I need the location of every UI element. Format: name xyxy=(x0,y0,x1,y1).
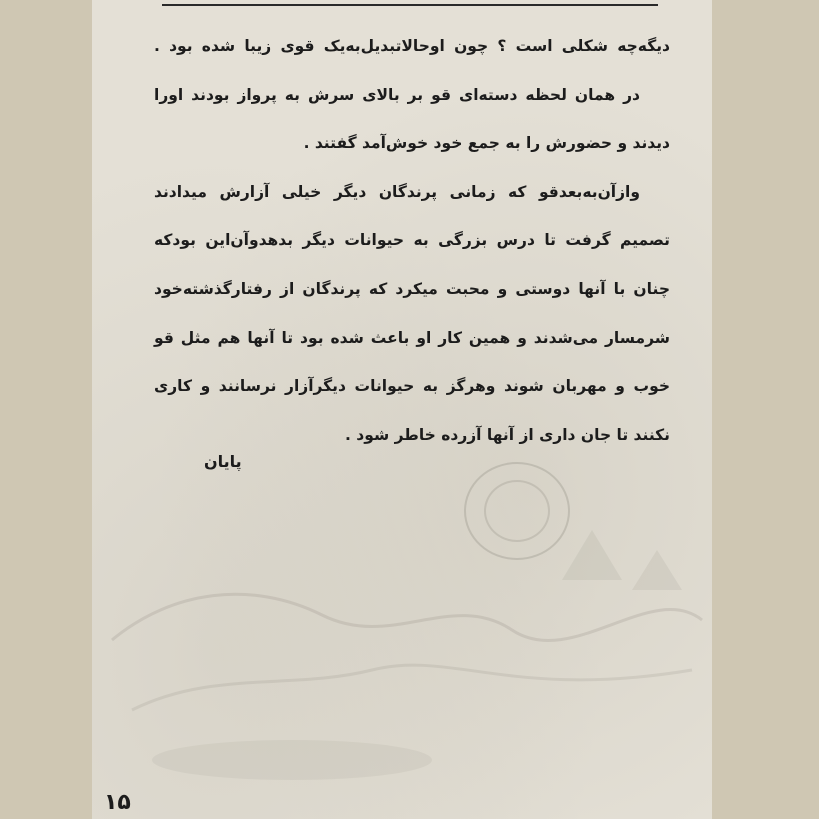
faded-illustration xyxy=(92,520,712,800)
book-page xyxy=(92,0,712,819)
page-number: ۱۵ xyxy=(104,790,131,815)
text-line: تصمیم گرفت تا درس بزرگی به حیوانات دیگر بدهدو‌آن‌این بودکه xyxy=(154,231,670,250)
text-line: در همان لحظه دسته‌ای قو بر بالای سرش به پرواز بودند اورا xyxy=(154,85,640,104)
faded-stamp xyxy=(464,462,570,560)
faded-stamp-inner-ring xyxy=(484,480,550,542)
text-line: دیدند و حضورش را به جمع خود خوش‌آمد گفتند . xyxy=(303,134,670,153)
text-line: دیگه‌چه شکلی است ؟ چون اوحالاتبدیل‌به‌یک قوی زیبا شده بود . xyxy=(154,37,670,55)
text-line: چنان با آنها دوستی و محبت میکرد که پرندگان از رفتارگذشته‌خود xyxy=(154,279,670,298)
the-end-label: پایان xyxy=(204,452,242,471)
story-text xyxy=(154,22,670,459)
text-line: نکنند تا جان داری از آنها آزرده خاطر شود . xyxy=(345,425,670,444)
text-line: شرمسار می‌شدند و همین کار او باعث شده بود تا آنها هم مثل قو xyxy=(154,328,670,347)
text-line: واز‌آن‌به‌بعدقو که زمانی پرندگان دیگر خیلی آزارش میدادند xyxy=(154,182,640,201)
text-line: خوب و مهربان شوند وهرگز به حیوانات دیگرآزار نرسانند و کاری xyxy=(154,377,670,396)
top-rule xyxy=(162,4,658,6)
